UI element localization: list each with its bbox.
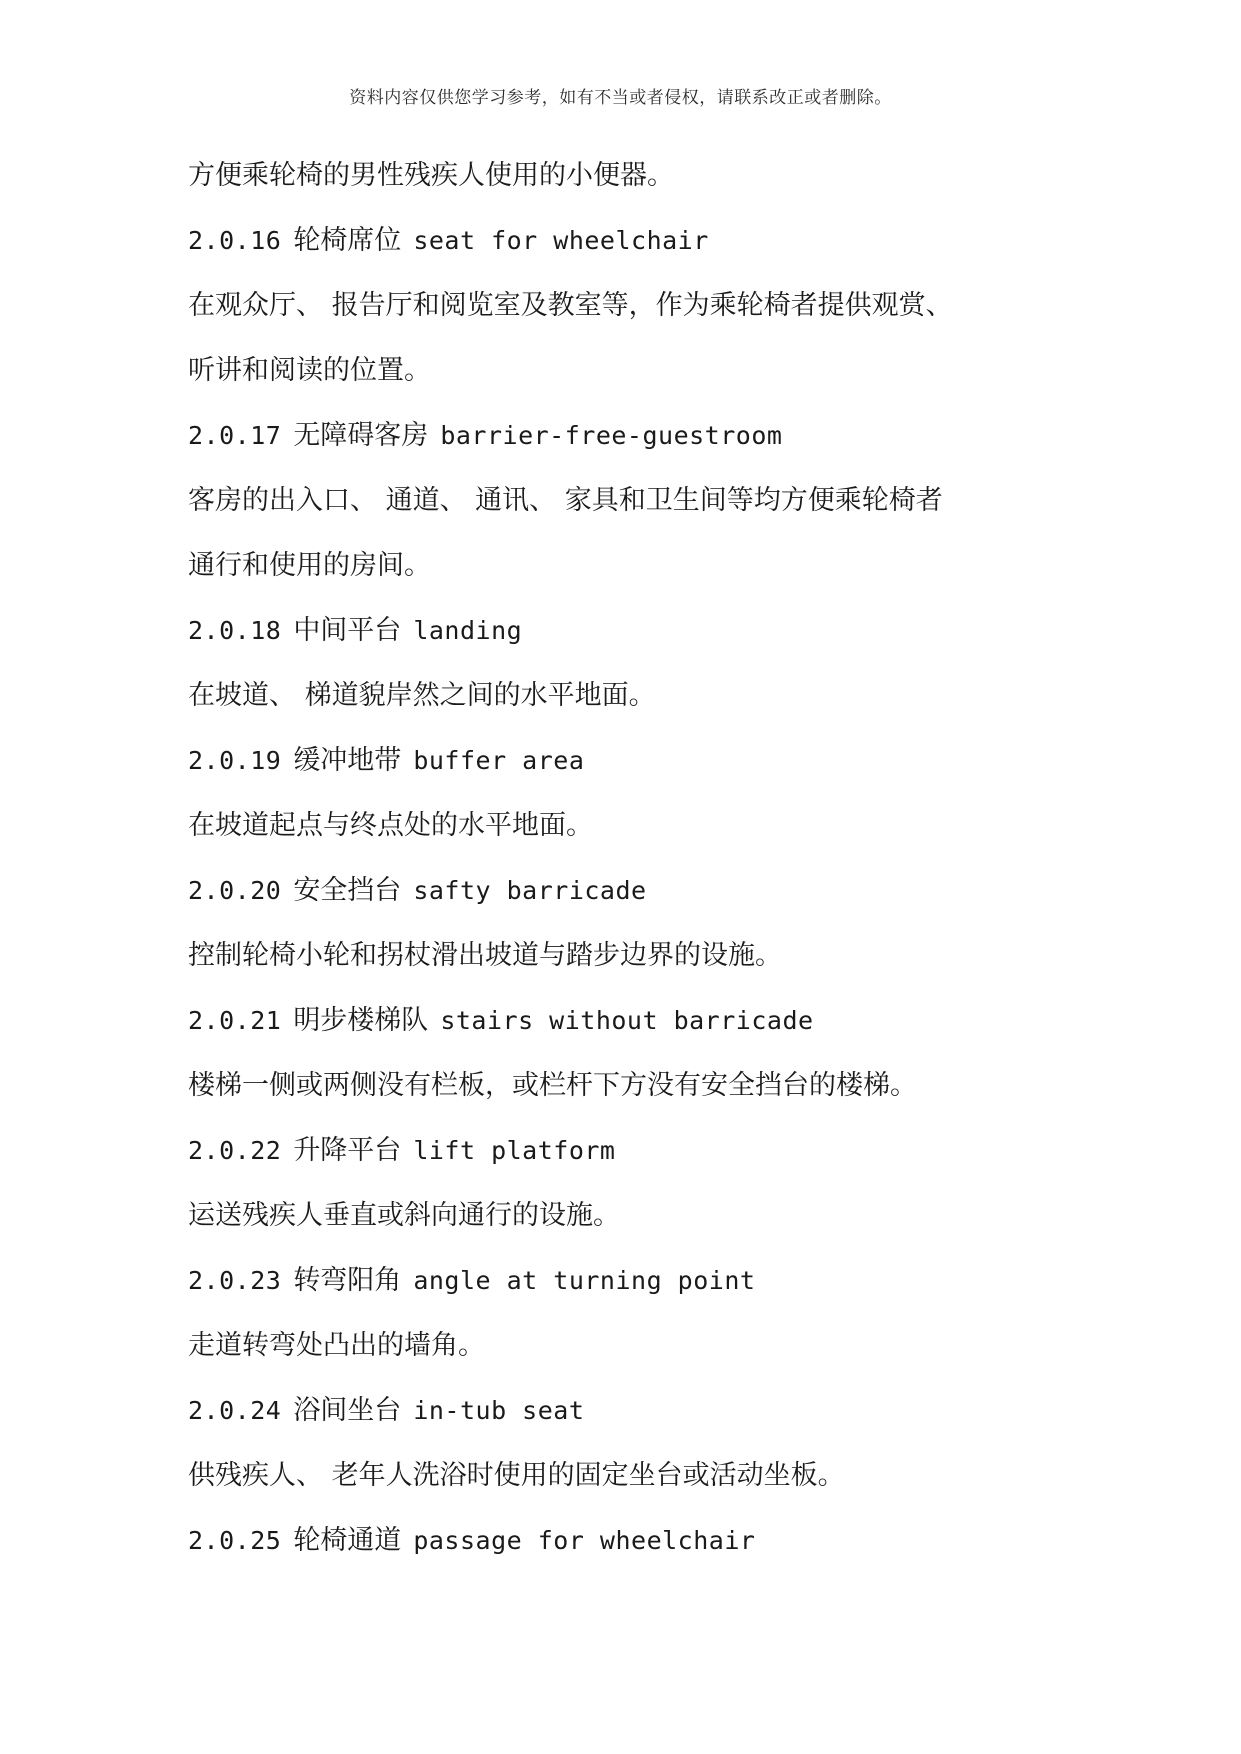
term-english-name: buffer area <box>413 746 585 775</box>
term-number: 2.0.18 <box>188 616 282 645</box>
term-english-name: lift platform <box>413 1136 616 1165</box>
term-number: 2.0.20 <box>188 876 282 905</box>
term-number: 2.0.17 <box>188 421 282 450</box>
term-heading <box>188 741 1088 806</box>
term-chinese-name: 轮椅席位 <box>293 225 402 256</box>
term-number: 2.0.23 <box>188 1266 282 1295</box>
definition-line: 供残疾人、 老年人洗浴时使用的固定坐台或活动坐板。 <box>188 1460 845 1491</box>
term-english-name: in-tub seat <box>413 1396 585 1425</box>
term-chinese-name: 缓冲地带 <box>293 745 402 776</box>
term-chinese-name: 浴间坐台 <box>293 1395 402 1426</box>
term-english-name: passage for wheelchair <box>413 1526 756 1555</box>
term-english-name: seat for wheelchair <box>413 226 709 255</box>
page-header-disclaimer: 资料内容仅供您学习参考，如有不当或者侵权，请联系改正或者删除。 <box>349 88 892 108</box>
term-english-name: angle at turning point <box>413 1266 756 1295</box>
term-number: 2.0.19 <box>188 746 282 775</box>
term-english-name: stairs without barricade <box>440 1006 814 1035</box>
definition-line: 听讲和阅读的位置。 <box>188 355 431 386</box>
term-heading <box>188 1261 1088 1326</box>
definition-line: 在坡道起点与终点处的水平地面。 <box>188 810 593 841</box>
term-number: 2.0.16 <box>188 226 282 255</box>
definition-line: 通行和使用的房间。 <box>188 550 431 581</box>
definition-line: 在坡道、 梯道貌岸然之间的水平地面。 <box>188 680 656 711</box>
term-number: 2.0.22 <box>188 1136 282 1165</box>
term-chinese-name: 中间平台 <box>293 615 402 646</box>
definition-line: 客房的出入口、 通道、 通讯、 家具和卫生间等均方便乘轮椅者 <box>188 485 943 516</box>
definition-line: 楼梯一侧或两侧没有栏板，或栏杆下方没有安全挡台的楼梯。 <box>188 1070 917 1101</box>
term-number: 2.0.24 <box>188 1396 282 1425</box>
term-chinese-name: 轮椅通道 <box>293 1525 402 1556</box>
term-heading <box>188 1391 1088 1456</box>
definition-line: 运送残疾人垂直或斜向通行的设施。 <box>188 1200 620 1231</box>
definition-line: 方便乘轮椅的男性残疾人使用的小便器。 <box>188 160 674 191</box>
term-heading <box>188 611 1088 676</box>
definition-line: 控制轮椅小轮和拐杖滑出坡道与踏步边界的设施。 <box>188 940 782 971</box>
term-english-name: barrier-free-guestroom <box>440 421 783 450</box>
term-english-name: landing <box>413 616 523 645</box>
term-chinese-name: 明步楼梯队 <box>293 1005 429 1036</box>
term-english-name: safty barricade <box>413 876 647 905</box>
term-chinese-name: 安全挡台 <box>293 875 402 906</box>
term-heading <box>188 1001 1088 1066</box>
definition-line: 在观众厅、 报告厅和阅览室及教室等，作为乘轮椅者提供观赏、 <box>188 290 953 321</box>
term-chinese-name: 升降平台 <box>293 1135 402 1166</box>
term-heading <box>188 1131 1088 1196</box>
term-chinese-name: 转弯阳角 <box>293 1265 402 1296</box>
document-body <box>188 156 1088 1586</box>
definition-line: 走道转弯处凸出的墙角。 <box>188 1330 485 1361</box>
term-number: 2.0.25 <box>188 1526 282 1555</box>
term-heading <box>188 221 1088 286</box>
term-heading <box>188 871 1088 936</box>
term-chinese-name: 无障碍客房 <box>293 420 429 451</box>
term-heading <box>188 1521 1088 1586</box>
term-heading <box>188 416 1088 481</box>
term-number: 2.0.21 <box>188 1006 282 1035</box>
